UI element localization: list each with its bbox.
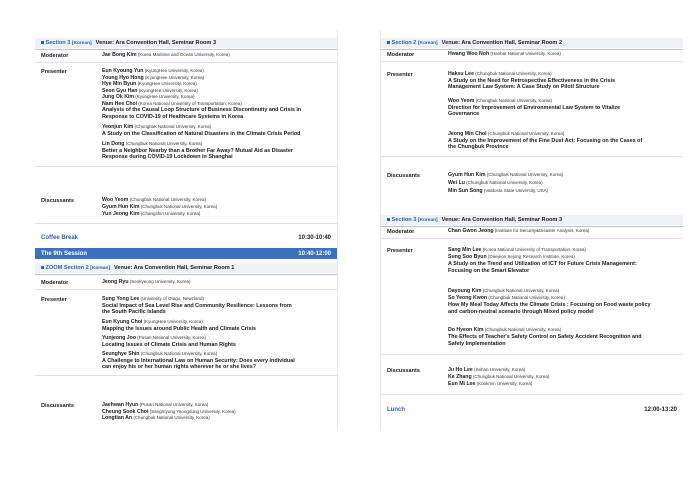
discussant: Cheung Sook Choi (Sangmyung Yeongdong University, Korea) xyxy=(102,408,236,415)
presenter: Eun Kyung Choi (KyungHee University, Korea) xyxy=(102,319,203,325)
section-title: Section 2 xyxy=(391,40,417,46)
paper-title: Response during COVID-19 Lockdown in Shanghai xyxy=(102,154,233,160)
presenter: Haksu Lee (Chungbuk National University, Korea) xyxy=(448,71,552,77)
presenter: Woo Yeom (Chungbuk National University, Korea) xyxy=(448,98,553,104)
presenter: Nam Hee Choi (Korea National University of Transportation, Korea) xyxy=(102,100,242,107)
divider xyxy=(35,166,337,167)
language-tag: [Korean] xyxy=(417,41,438,46)
paper-title: A Study on the Classification of Natural Disasters in the Climate Crisis Period xyxy=(102,130,301,137)
paper-title: Mapping the Issues around Public Health and Climate Crisis xyxy=(102,325,256,332)
divider xyxy=(381,61,683,62)
session-time: 10:40-12:00 xyxy=(298,250,331,257)
presenter: Seunghye Shin (Chungbuk National University, Korea) xyxy=(102,351,218,357)
presenter: So Yeong Kwon (Chungbuk National University, Korea) xyxy=(448,295,565,301)
bullet-icon xyxy=(41,266,44,269)
presenter: Do Hyeon Kim (Chungbuk National University, Korea) xyxy=(448,327,562,333)
section-header xyxy=(387,217,562,223)
presenter: Dayoung Kim (Chungbuk National University, Korea) xyxy=(448,288,560,294)
paper-title: the South Pacific Islands xyxy=(102,309,166,315)
paper-title: Response to COVID-19 of Healthcare Systems in Korea xyxy=(102,113,244,120)
moderator-label: Moderator xyxy=(387,52,415,58)
presenter-label: Presenter xyxy=(387,72,413,78)
divider xyxy=(381,49,683,50)
divider xyxy=(35,289,337,290)
presenter-label: Presenter xyxy=(41,69,67,75)
discussants-label: Discussants xyxy=(387,173,420,179)
section-header xyxy=(41,265,234,271)
lunch-label: Lunch xyxy=(387,407,405,413)
session-title: The 9th Session xyxy=(41,250,88,257)
venue: Venue: Ara Convention Hall, Seminar Room 2 xyxy=(441,40,563,46)
paper-title: Analysis of the Causal Loop Structure of Business Discontinuity and Crisis in xyxy=(102,107,302,113)
section-title: Section 3 xyxy=(391,217,417,223)
coffee-break-label: Coffee Break xyxy=(41,235,79,241)
presenter: Young Hyo Hong (KyungHee University, Korea) xyxy=(102,74,205,81)
presenter-label: Presenter xyxy=(387,248,413,254)
section-title: ZOOM Section 2 xyxy=(45,265,89,271)
presenter-label: Presenter xyxy=(41,297,67,303)
language-tag: [Korean] xyxy=(417,218,438,223)
presenter: Jeong Min Choi (Chungbuk National University, Korea) xyxy=(448,131,565,137)
discussant: Jaehwan Hyun (Pusan National University, Korea) xyxy=(102,402,209,408)
venue: Venue: Ara Convention Hall, Seminar Room 3 xyxy=(95,40,217,46)
divider xyxy=(381,226,683,227)
paper-title: Management Law System: A Case Study on Piloti Structure xyxy=(448,84,600,90)
paper-title: A Study on the Trend and Utilization of ICT for Future Crisis Management: xyxy=(448,261,637,267)
language-tag: [Korean] xyxy=(71,41,92,46)
right-page xyxy=(380,30,683,430)
discussant: Woo Yeom (Chungbuk National University, Korea) xyxy=(102,197,207,203)
presenter: Eun Kyoung Yun (KyungHee University, Korea) xyxy=(102,68,204,74)
divider xyxy=(35,49,337,50)
divider xyxy=(381,156,683,157)
paper-title: Direction for Improvement of Environmental Law System to Vitalize xyxy=(448,104,621,111)
presenter: Hye Min Byun (KyungHee University, Korea) xyxy=(102,81,197,87)
paper-title: Safety Implementation xyxy=(448,341,506,347)
bullet-icon xyxy=(387,218,390,221)
section-title: Section 3 xyxy=(45,40,71,46)
discussant: Min Sun Song (Valdosta State University, USA) xyxy=(448,188,549,194)
language-tag: [Korean] xyxy=(90,266,110,271)
presenter: Sang Min Lee (Korea National University of Transportation, Korea) xyxy=(448,247,586,253)
divider xyxy=(35,375,337,376)
paper-title: Better a Neighbor Nearby than a Brother Far Away? Mutual Aid as Disaster xyxy=(102,147,293,154)
left-page xyxy=(35,30,338,430)
paper-title: How My Meal Today Affects the Climate Crisis : Focusing on Food waste policy xyxy=(448,302,651,308)
divider xyxy=(381,238,683,239)
paper-title: The Effects of Teacher's Safety Control on Safety Accident Recognition and xyxy=(448,334,642,340)
moderator-label: Moderator xyxy=(41,280,69,286)
discussant: Longtian An (Chungbuk National University, Korea) xyxy=(102,415,210,421)
discussant: Wei Lu (Chungbuk National University, Korea) xyxy=(448,180,543,186)
paper-title: Locating Issues of Climate Crisis and Human Rights xyxy=(102,341,236,348)
session-bar xyxy=(35,248,337,259)
presenter: Sung Soo Byun (Daejeon Sejong Research Institute, Korea) xyxy=(448,254,575,260)
discussant: Yun Jeong Kim (Changshin University, Korea) xyxy=(102,211,201,217)
paper-title: Social Impact of Sea Level Rise and Community Resilience: Lessons from xyxy=(102,302,292,309)
bullet-icon xyxy=(387,41,390,44)
moderator: Jae Bong Kim (Korea Maritime and Ocean University, Korea) xyxy=(102,52,230,58)
venue: Venue: Ara Convention Hall, Seminar Room 1 xyxy=(114,265,235,271)
discussants-label: Discussants xyxy=(387,368,420,374)
discussant: Eun Mi Lee (Kookmin University, Korea) xyxy=(448,381,533,387)
moderator-label: Moderator xyxy=(41,53,69,59)
discussant: Ju Ho Lee (Sehan University, Korea) xyxy=(448,367,526,373)
venue: Venue: Ara Convention Hall, Seminar Room 3 xyxy=(441,217,563,223)
discussants-label: Discussants xyxy=(41,403,74,409)
presenter: Yeonjun Kim (Chungbuk National University, Korea) xyxy=(102,124,212,130)
discussant: Gyum Hun Kim (Chungbuk National University, Korea) xyxy=(102,204,218,210)
presenter: Sung Yong Lee (University of Otago, Newzland) xyxy=(102,296,205,302)
presenter: Jung Ok Kim (KyungHee University, Korea) xyxy=(102,94,195,100)
presenter: Lin Dong (Chungbuk National University, Korea) xyxy=(102,141,203,147)
presenter: Seon Gyu Han (KyungHee University, Korea) xyxy=(102,87,198,94)
bullet-icon xyxy=(41,41,44,44)
presenter: Yunjeong Joo (Pusan National University, Korea) xyxy=(102,335,206,341)
section-header xyxy=(41,40,216,46)
divider xyxy=(381,354,683,355)
divider xyxy=(35,62,337,63)
paper-title: A Study on the Improvement of the Fine Dust Act: Focusing on the Cases of xyxy=(448,137,643,144)
discussant: Ke Zhang (Chungbuk National University, Korea) xyxy=(448,374,550,380)
paper-title: Governance xyxy=(448,111,480,117)
moderator-label: Moderator xyxy=(387,229,415,235)
paper-title: Focusing on the Smart Elevator xyxy=(448,268,530,274)
discussant: Gyum Hun Kim (Chungbuk National University, Korea) xyxy=(448,172,564,178)
paper-title: can enjoy his or her human rights wherever he or she lives? xyxy=(102,364,256,370)
section-header xyxy=(387,40,562,46)
paper-title: and carbon-neutral scenario through Mixed policy model xyxy=(448,309,594,315)
paper-title: A Study on the Need for Retrospective Effectiveness in the Crisis xyxy=(448,77,615,84)
paper-title: A Challenge to International Law on Human Security: Does every individual xyxy=(102,357,295,364)
moderator: Chan Gwon Jeong (Institute for Security&Disaster Analysis, Korea) xyxy=(448,228,590,234)
divider xyxy=(381,394,683,395)
divider xyxy=(35,223,337,224)
paper-title: the Chungbuk Province xyxy=(448,144,509,150)
moderator: Hwang Woo Noh (Hanbat National University, Korea) xyxy=(448,51,561,57)
divider xyxy=(35,274,337,275)
discussants-label: Discussants xyxy=(41,198,74,204)
coffee-break-time: 10:30-10:40 xyxy=(298,235,331,241)
lunch-time: 12:00-13:20 xyxy=(644,407,677,413)
moderator: Jeong Ryu (Seokyeong University, Korea) xyxy=(102,279,191,285)
